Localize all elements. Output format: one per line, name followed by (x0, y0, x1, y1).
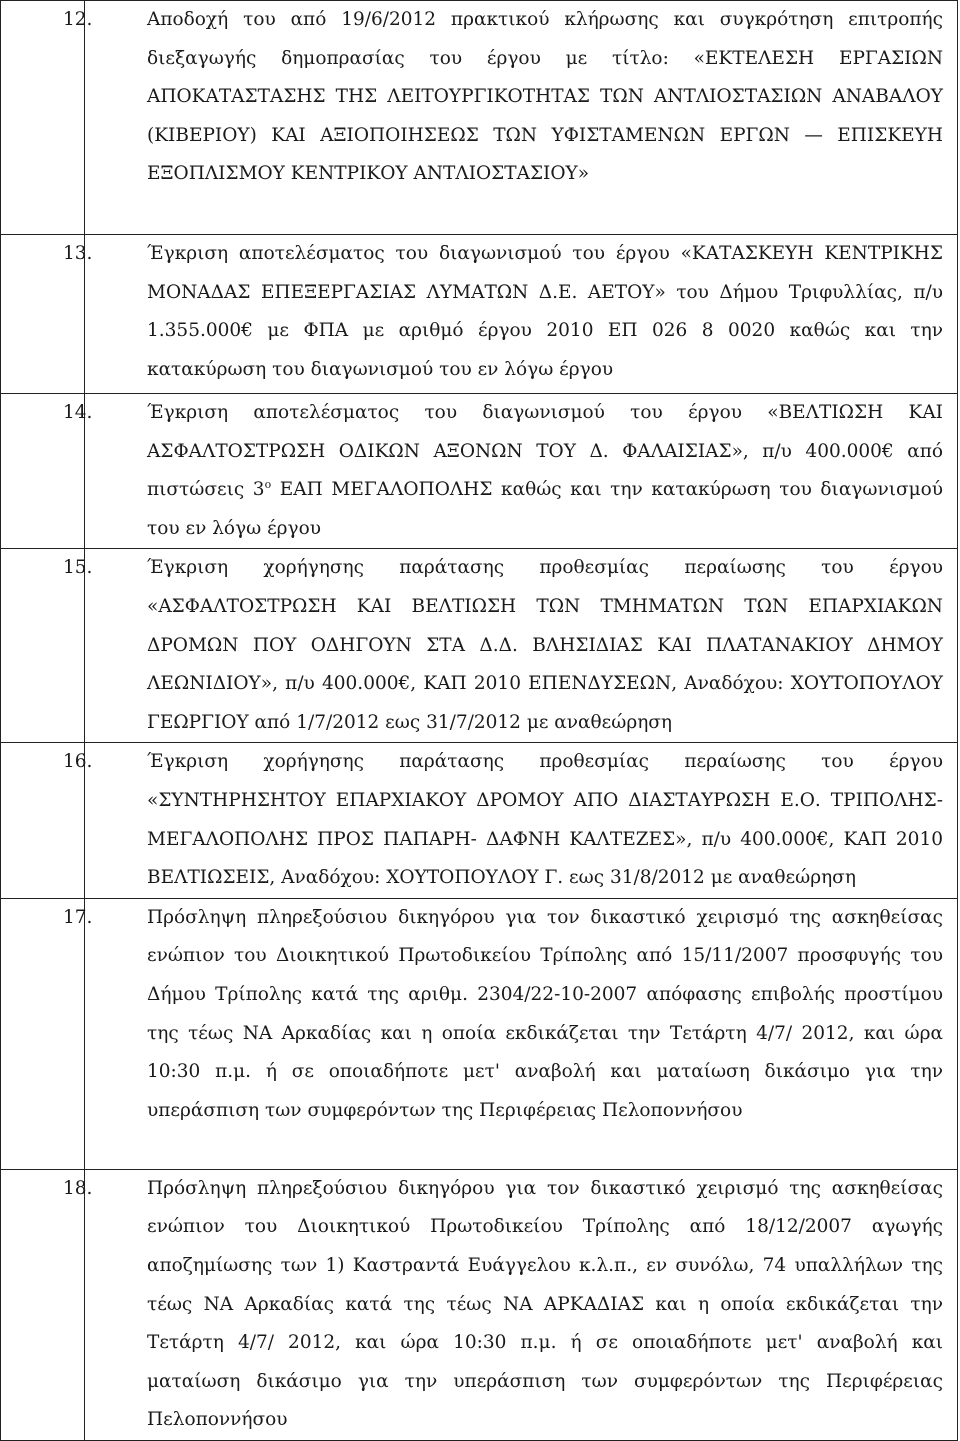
agenda-item-15 (1, 549, 958, 743)
agenda-item-14 (1, 394, 958, 549)
item-text: Έγκριση χορήγησης παράτασης προθεσμίας περαίωσης του έργου «ΣΥΝΤΗΡΗΣΗΤΟΥ ΕΠΑΡΧΙΑΚΟΥ ΔΡΟΜΟΥ ΑΠΟ ΔΙΑΣΤΑΥΡΩΣΗ Ε.Ο. ΤΡΙΠΟΛΗΣ- ΜΕΓΑΛΟΠΟΛΗΣ ΠΡΟΣ ΠΑΠΑΡΗ- ΔΑΦΝΗ ΚΑΛΤΕΖΕΣ», π/υ 400.000€, ΚΑΠ 2010 ΒΕΛΤΙΩΣΕΙΣ, Αναδόχου: ΧΟΥΤΟΠΟΥΛΟΥ Γ. εως 31/8/2012 με αναθεώρηση (85, 743, 958, 898)
ordinal-superscript: ο (264, 478, 272, 492)
item-text: Πρόσληψη πληρεξούσιου δικηγόρου για τον δικαστικό χειρισμό της ασκηθείσας ενώπιον του Διοικητικού Πρωτοδικείου Τρίπολης από 18/12/2007 αγωγής αποζημίωσης των 1) Καστραντά Ευάγγελου κ.λ.π., εν συνόλω, 74 υπαλλήλων της τέως ΝΑ Αρκαδίας κατά της τέως ΝΑ ΑΡΚΑΔΙΑΣ και η οποία εκδικάζεται την Τετάρτη 4/7/ 2012, και ώρα 10:30 π.μ. ή σε οποιαδήποτε μετ' αναβολή και ματαίωση δικάσιμο για την υπεράσπιση των συμφερόντων της Περιφέρειας Πελοποννήσου (85, 1169, 958, 1440)
item-text: Έγκριση αποτελέσματος του διαγωνισμού του έργου «ΚΑΤΑΣΚΕΥΗ ΚΕΝΤΡΙΚΗΣ ΜΟΝΑΔΑΣ ΕΠΕΞΕΡΓΑΣΙΑΣ ΛΥΜΑΤΩΝ Δ.Ε. ΑΕΤΟΥ» του Δήμου Τριφυλλίας, π/υ 1.355.000€ με ΦΠΑ με αριθμό έργου 2010 ΕΠ 026 8 0020 καθώς και την κατακύρωση του διαγωνισμού του εν λόγω έργου (85, 235, 958, 394)
item-number: 12. (1, 1, 85, 235)
item-number: 15. (1, 549, 85, 743)
agenda-item-13 (1, 235, 958, 394)
item-number: 13. (1, 235, 85, 394)
item-number: 16. (1, 743, 85, 898)
item-number: 14. (1, 394, 85, 549)
item-text: Πρόσληψη πληρεξούσιου δικηγόρου για τον δικαστικό χειρισμό της ασκηθείσας ενώπιον του Διοικητικού Πρωτοδικείου Τρίπολης από 15/11/2007 προσφυγής του Δήμου Τρίπολης κατά της αριθμ. 2304/22-10-2007 απόφασης επιβολής προστίμου της τέως ΝΑ Αρκαδίας και η οποία εκδικάζεται την Τετάρτη 4/7/ 2012, και ώρα 10:30 π.μ. ή σε οποιαδήποτε μετ' αναβολή και ματαίωση δικάσιμο για την υπεράσπιση των συμφερόντων της Περιφέρειας Πελοποννήσου (85, 898, 958, 1169)
agenda-item-17 (1, 898, 958, 1169)
agenda-item-12 (1, 1, 958, 235)
item-text: Αποδοχή του από 19/6/2012 πρακτικού κλήρωσης και συγκρότηση επιτροπής διεξαγωγής δημοπρασίας του έργου με τίτλο: «ΕΚΤΕΛΕΣΗ ΕΡΓΑΣΙΩΝ ΑΠΟΚΑΤΑΣΤΑΣΗΣ ΤΗΣ ΛΕΙΤΟΥΡΓΙΚΟΤΗΤΑΣ ΤΩΝ ΑΝΤΛΙΟΣΤΑΣΙΩΝ ΑΝΑΒΑΛΟΥ (ΚΙΒΕΡΙΟΥ) ΚΑΙ ΑΞΙΟΠΟΙΗΣΕΩΣ ΤΩΝ ΥΦΙΣΤΑΜΕΝΩΝ ΕΡΓΩΝ — ΕΠΙΣΚΕΥΗ ΕΞΟΠΛΙΣΜΟΥ ΚΕΝΤΡΙΚΟΥ ΑΝΤΛΙΟΣΤΑΣΙΟΥ» (85, 1, 958, 235)
agenda-item-16 (1, 743, 958, 898)
agenda-item-18 (1, 1169, 958, 1440)
item-text: Έγκριση χορήγησης παράτασης προθεσμίας περαίωσης του έργου «ΑΣΦΑΛΤΟΣΤΡΩΣΗ ΚΑΙ ΒΕΛΤΙΩΣΗ ΤΩΝ ΤΜΗΜΑΤΩΝ ΤΩΝ ΕΠΑΡΧΙΑΚΩΝ ΔΡΟΜΩΝ ΠΟΥ ΟΔΗΓΟΥΝ ΣΤΑ Δ.Δ. ΒΛΗΣΙΔΙΑΣ ΚΑΙ ΠΛΑΤΑΝΑΚΙΟΥ ΔΗΜΟΥ ΛΕΩΝΙΔΙΟΥ», π/υ 400.000€, ΚΑΠ 2010 ΕΠΕΝΔΥΣΕΩΝ, Αναδόχου: ΧΟΥΤΟΠΟΥΛΟΥ ΓΕΩΡΓΙΟΥ από 1/7/2012 εως 31/7/2012 με αναθεώρηση (85, 549, 958, 743)
item-number: 17. (1, 898, 85, 1169)
item-number: 18. (1, 1169, 85, 1440)
item-text: Έγκριση αποτελέσματος του διαγωνισμού του έργου «ΒΕΛΤΙΩΣΗ ΚΑΙ ΑΣΦΑΛΤΟΣΤΡΩΣΗ ΟΔΙΚΩΝ ΑΞΟΝΩΝ ΤΟΥ Δ. ΦΑΛΑΙΣΙΑΣ», π/υ 400.000€ από πιστώσεις $3^o$ ΕΑΠ ΜΕΓΑΛΟΠΟΛΗΣ καθώς και την κατακύρωση του διαγωνισμού του εν λόγω έργου (85, 394, 958, 549)
